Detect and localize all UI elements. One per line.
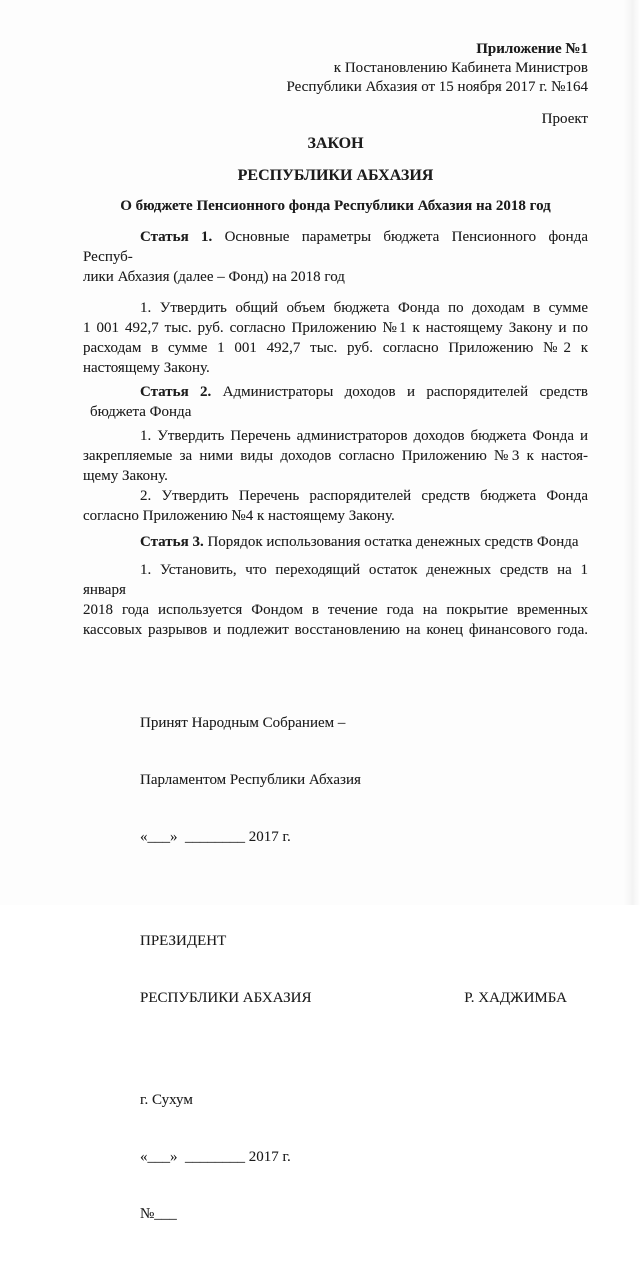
article-heading	[83, 382, 588, 422]
adoption-block	[83, 676, 588, 885]
draft-label: Проект	[541, 111, 588, 127]
text-line: расходам в сумме 1 001 492,7 тыс. руб. согласно Приложению №2 к	[83, 340, 588, 356]
annex-reference-line: Республики Абхазия от 15 ноября 2017 г. №164	[286, 79, 588, 95]
article-heading	[83, 532, 588, 552]
annex-reference-block	[83, 40, 588, 97]
article-heading-line: лики Абхазия (далее – Фонд) на 2018 год	[83, 269, 345, 285]
article-number-label: Статья 1.	[140, 229, 213, 245]
signature-place-block	[83, 1053, 588, 1262]
text-line: 1. Установить, что переходящий остаток денежных средств на 1 января	[83, 562, 588, 598]
article-heading-line	[83, 227, 588, 267]
annex-reference-line: к Постановлению Кабинета Министров	[333, 60, 588, 76]
annex-reference-line: Приложение №1	[476, 41, 588, 57]
article-number-label: Статья 3.	[140, 534, 204, 550]
text-line: 1. Утвердить Перечень администраторов доходов бюджета Фонда и	[140, 428, 588, 444]
scan-edge-artifact	[624, 0, 640, 905]
article-heading-line: бюджета Фонда	[90, 404, 192, 420]
article-number-label: Статья 2.	[140, 384, 212, 400]
number-line: №___	[140, 1206, 177, 1222]
president-signature-block	[83, 894, 588, 1046]
article-paragraph	[83, 426, 588, 486]
article-1	[83, 227, 588, 378]
article-heading-text: Администраторы доходов и распорядителей средств	[211, 384, 588, 400]
text-line: закрепляемые за ними виды доходов согласно Приложению №3 к настоя-	[83, 448, 588, 464]
document-subject: О бюджете Пенсионного фонда Республики Абхазия на 2018 год	[120, 198, 551, 214]
article-heading-text: Основные параметры бюджета Пенсионного фонда Респуб-	[83, 229, 588, 265]
article-heading-text: Порядок использования остатка денежных средств Фонда	[203, 534, 579, 550]
city-line: г. Сухум	[140, 1092, 193, 1108]
article-paragraph	[83, 560, 588, 640]
law-subtitle: РЕСПУБЛИКИ АБХАЗИЯ	[237, 167, 434, 184]
article-heading-line	[83, 532, 588, 552]
president-signature-row	[140, 989, 588, 1008]
article-heading	[83, 227, 588, 287]
article-heading-line	[83, 382, 588, 402]
text-line: согласно Приложению №4 к настоящему Закону.	[83, 508, 395, 524]
adoption-date-line: «___» ________ 2017 г.	[140, 829, 291, 845]
article-2	[83, 382, 588, 526]
adoption-line: Принят Народным Собранием –	[140, 715, 346, 731]
text-line: 2018 года используется Фондом в течение года на покрытие временных	[83, 602, 588, 618]
president-name: Р. ХАДЖИМБА	[464, 990, 567, 1006]
president-title-line: РЕСПУБЛИКИ АБХАЗИЯ	[140, 990, 312, 1006]
president-title-line: ПРЕЗИДЕНТ	[140, 933, 227, 949]
article-paragraph	[83, 486, 588, 526]
text-line: 2. Утвердить Перечень распорядителей средств бюджета Фонда	[140, 488, 588, 504]
date-line: «___» ________ 2017 г.	[140, 1149, 291, 1165]
document-content	[83, 0, 588, 1262]
text-line: настоящему Закону.	[83, 360, 210, 376]
text-line: 1. Утвердить общий объем бюджета Фонда по доходам в сумме	[140, 300, 588, 316]
text-line: 1 001 492,7 тыс. руб. согласно Приложению №1 к настоящему Закону и по	[83, 320, 588, 336]
text-line: щему Закону.	[83, 468, 168, 484]
law-title: ЗАКОН	[307, 135, 364, 152]
article-paragraph	[83, 298, 588, 378]
adoption-line: Парламентом Республики Абхазия	[140, 772, 361, 788]
article-3	[83, 532, 588, 640]
text-line: кассовых разрывов и подлежит восстановлению на конец финансового года.	[83, 622, 588, 638]
